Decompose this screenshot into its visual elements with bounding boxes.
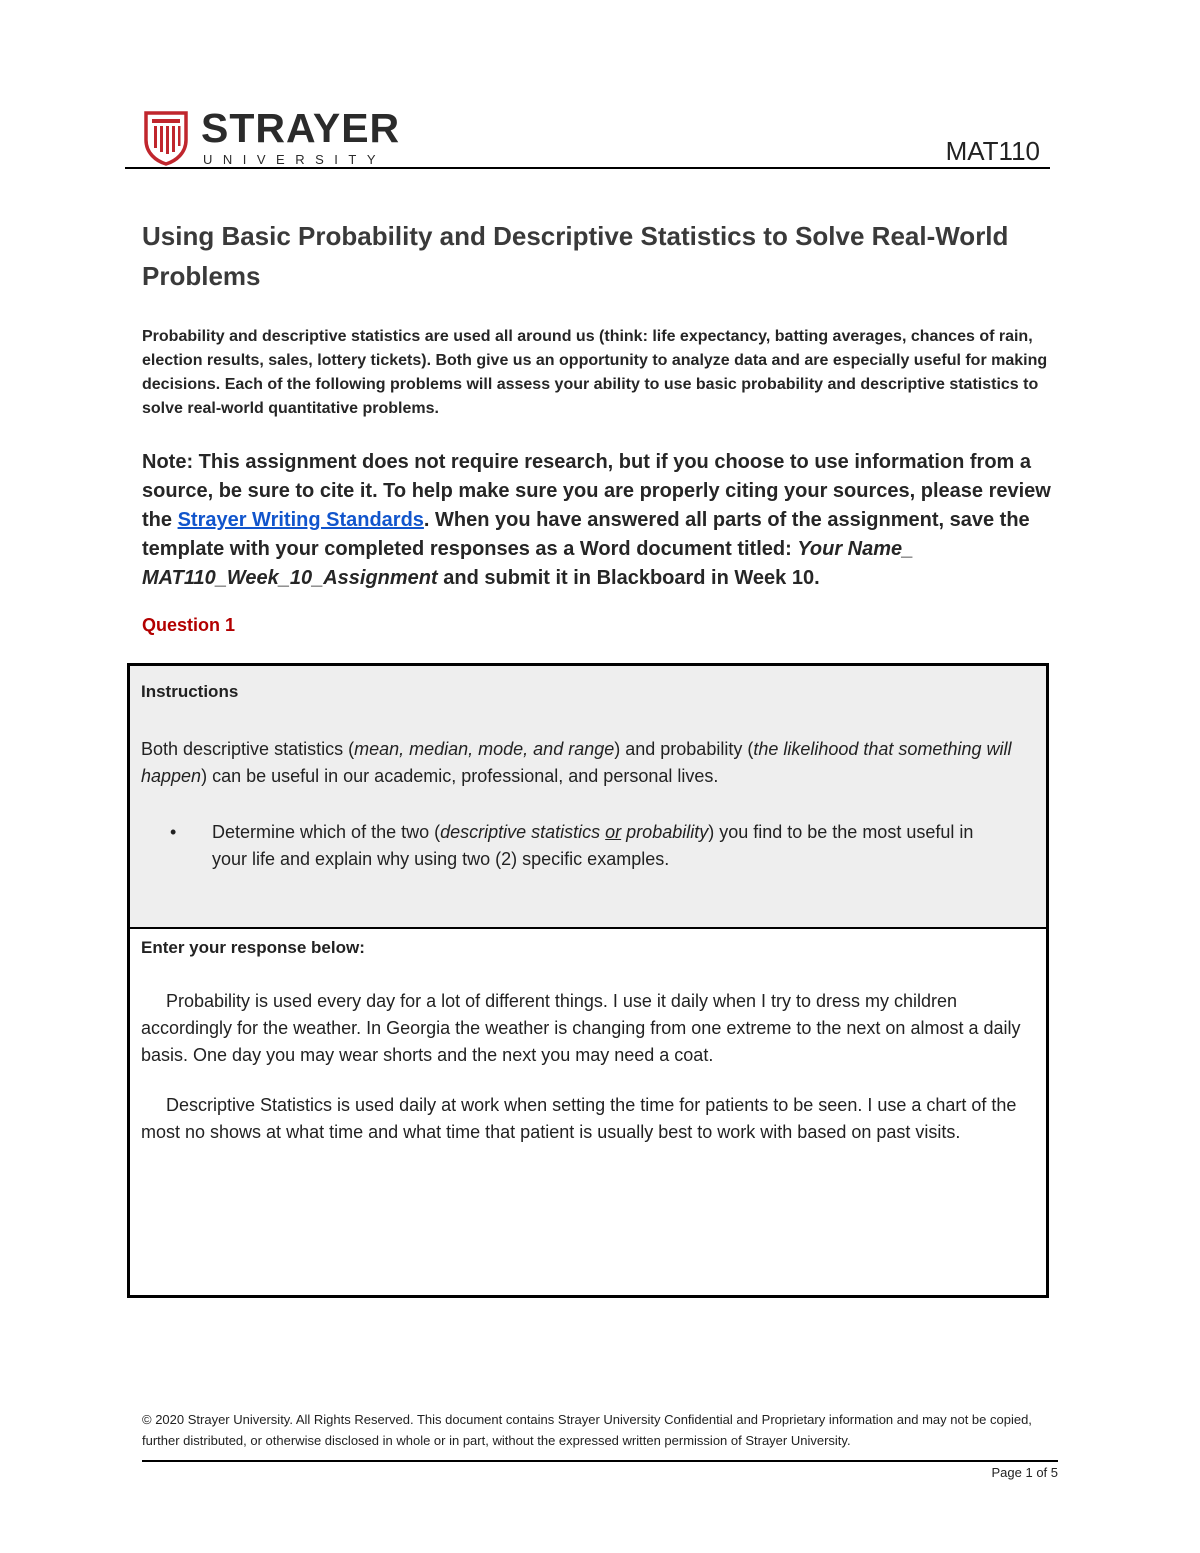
logo-subtitle: UNIVERSITY <box>203 152 387 167</box>
question-title: Question 1 <box>142 615 236 635</box>
response-area[interactable] <box>141 988 1041 1169</box>
page-title: Using Basic Probability and Descriptive Statistics to Solve Real-World Problems <box>142 221 1009 291</box>
bullet-icon: • <box>170 822 177 842</box>
note-text-3: and submit it in Blackboard in Week 10. <box>437 567 820 589</box>
response-paragraph[interactable]: Descriptive Statistics is used daily at work when setting the time for patients to be seen. I use a chart of the most no shows at what time and what time that patient is usually best to work with based on past visits. <box>141 1095 1017 1142</box>
instruction-bullet <box>170 819 1010 873</box>
instr-italic-2: the likelihood that something will happen <box>141 739 1012 786</box>
page-number: Page 1 of 5 <box>991 1465 1058 1480</box>
note-text-1: Note: This assignment does not require research, but if you choose to use information from a source, be sure to cite it. To help make sure you are properly citing your sources, please review the <box>142 451 1051 531</box>
instr-text-2: ) and probability ( <box>614 739 754 759</box>
bullet-italic-1: descriptive statistics <box>440 822 606 842</box>
note-paragraph <box>142 448 1067 593</box>
bullet-text-1: Determine which of the two ( <box>212 822 441 842</box>
response-heading: Enter your response below: <box>141 938 365 957</box>
instructions-section <box>130 666 1046 929</box>
note-filename: Your Name_ MAT110_Week_10_Assignment <box>142 538 914 589</box>
bullet-text-2: ) you find to be the most useful in your life and explain why using two (2) specific examples. <box>212 822 974 869</box>
instr-text-3: ) can be useful in our academic, professional, and personal lives. <box>201 766 719 786</box>
bullet-underline: or <box>605 822 622 842</box>
course-code: MAT110 <box>945 136 1040 166</box>
instr-text-1: Both descriptive statistics ( <box>141 739 355 759</box>
bullet-italic-2: probability <box>621 822 709 842</box>
instr-italic-1: mean, median, mode, and range <box>354 739 615 759</box>
strayer-writing-standards-link[interactable]: Strayer Writing Standards <box>177 509 424 531</box>
shield-icon <box>143 110 189 166</box>
response-paragraph[interactable]: Probability is used every day for a lot of different things. I use it daily when I try to dress my children accordingly for the weather. In Georgia the weather is changing from one extreme to the next on almost a daily basis. One day you may wear shorts and the next you may need a coat. <box>141 991 1021 1065</box>
header-divider <box>125 167 1050 169</box>
strayer-logo <box>143 105 401 167</box>
note-text-2: . When you have answered all parts of the assignment, save the template with your completed responses as a Word document titled: <box>142 509 1030 560</box>
bullet-text <box>212 819 1010 873</box>
footer-copyright: © 2020 Strayer University. All Rights Reserved. This document contains Strayer University Confidential and Proprietary information and may not be copied, further distributed, or otherwise disclosed in whole or in part, without the expressed written permission of Strayer University. <box>142 1412 1032 1448</box>
logo-name: STRAYER <box>201 105 401 151</box>
instructions-body <box>141 736 1021 790</box>
footer-divider <box>142 1460 1058 1462</box>
instructions-heading: Instructions <box>141 682 239 701</box>
question-box <box>127 663 1049 1298</box>
intro-paragraph: Probability and descriptive statistics are used all around us (think: life expectancy, batting averages, chances of rain, election results, sales, lottery tickets). Both give us an opportunity to analyze data and are especially useful for making decisions. Each of the following problems will assess your ability to use basic probability and descriptive statistics to solve real-world quantitative problems. <box>142 328 1048 417</box>
